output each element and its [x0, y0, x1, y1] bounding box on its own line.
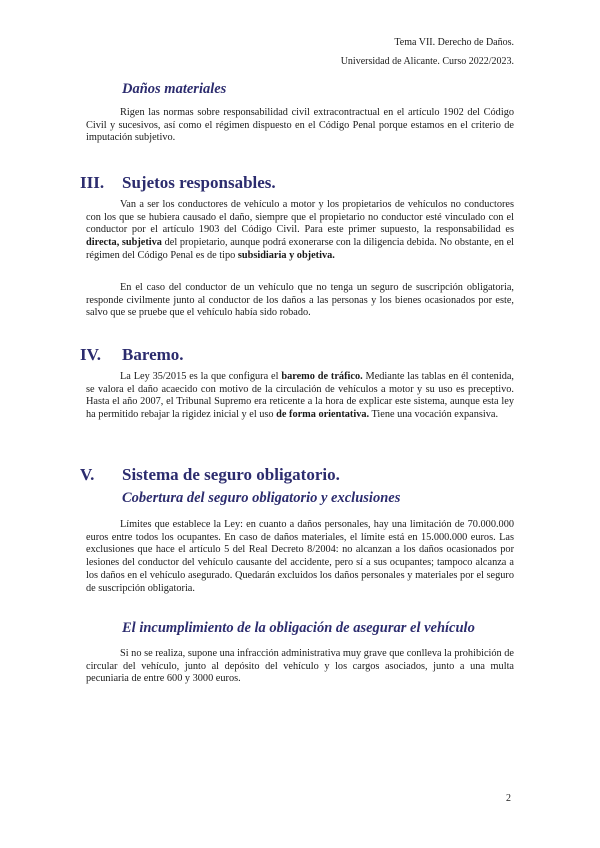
bold-term: de forma orientativa.: [276, 409, 370, 421]
paragraph-incumplimiento: Si no se realiza, supone una infracción administrativa muy grave que conlleva la prohibición de circular del vehículo, junto al depósito del vehículo y los cargos asociados, junto a una multa pecuniaria de entre 600 y 3000 euros.: [86, 648, 514, 685]
paragraph-sujetos-1: Van a ser los conductores de vehículo a motor y los propietarios de vehículos no conductores con los que se hubiera causado el daño, siempre que el propietario no conductor esté vinculado con el conductor por el artículo 1903 del Código Civil. Para este primer supuesto, la responsabilidad es directa, subjetiva del propietario, aunque podrá exonerarse con la diligencia debida. No obstante, en el régimen del Código Penal es de tipo subsidiaria y objetiva.: [86, 199, 515, 261]
paragraph-cobertura: Límites que establece la Ley: en cuanto a daños personales, hay una limitación de 70.000.000 euros entre todos los ocupantes. En caso de daños materiales, el límite está en 15.000.000 euros. Las exclusiones que hace el artículo 5 del Real Decreto 8/2004: no alcanzan a los daños ocasionados por lesiones del conductor del vehículo causante del accidente, pero sí a sus ocupantes; tampoco alcanza a los daños en el vehículo asegurado. Quedarán excluidos los daños personales y materiales por el seguro de suscripción obligatoria.: [86, 519, 514, 594]
section-heading-v: [80, 465, 340, 485]
paragraph-danos-materiales: Rigen las normas sobre responsabilidad civil extracontractual en el artículo 1902 del Código Civil y sucesivos, así como el régimen dispuesto en el Código Penal porque estamos en el criterio de imputación subjetivo.: [86, 107, 514, 144]
subheading-cobertura: Cobertura del seguro obligatorio y exclusiones: [122, 490, 401, 506]
section-number: III.: [80, 173, 105, 192]
subheading-danos-materiales: Daños materiales: [122, 81, 227, 97]
section-title: Sistema de seguro obligatorio.: [122, 465, 340, 484]
section-heading-iv: [80, 345, 184, 365]
paragraph-baremo: La Ley 35/2015 es la que configura el baremo de tráfico. Mediante las tablas en él contenida, se valora el daño acaecido con motivo de la circulación de vehículos a motor y su uso es preceptivo. Hasta el año 2007, el Tribunal Supremo era reticente a la hora de explicar este sistema, aunque esta ley ha permitido rebajar la rigidez inicial y el uso de forma orientativa. Tiene una vocación expansiva.: [86, 371, 514, 421]
section-title: Sujetos responsables.: [122, 173, 276, 192]
bold-term: directa, subjetiva: [86, 237, 162, 249]
page-number: 2: [506, 793, 511, 804]
header-line-1: Tema VII. Derecho de Daños.: [394, 37, 514, 48]
header-line-2: Universidad de Alicante. Curso 2022/2023.: [340, 56, 514, 67]
paragraph-sujetos-2: En el caso del conductor de un vehículo que no tenga un seguro de suscripción obligatoria, responde civilmente junto al conductor de los daños a las personas y los bienes ocasionados por este, salvo que se pruebe que el vehículo había sido robado.: [86, 282, 514, 319]
bold-term: subsidiaria y objetiva.: [237, 249, 335, 261]
section-number: IV.: [80, 345, 101, 364]
subheading-incumplimiento: El incumplimiento de la obligación de asegurar el vehículo: [122, 620, 475, 636]
section-heading-iii: [80, 173, 276, 193]
section-title: Baremo.: [122, 345, 184, 364]
section-number: V.: [80, 465, 95, 484]
bold-term: baremo de tráfico.: [281, 371, 363, 382]
